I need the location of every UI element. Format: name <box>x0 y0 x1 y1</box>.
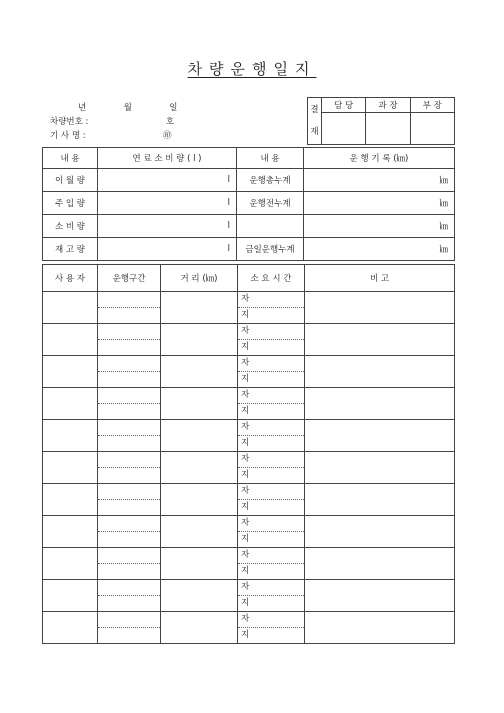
duration-cell[interactable] <box>238 612 305 644</box>
log-row <box>43 516 455 548</box>
distance-cell[interactable] <box>161 580 238 612</box>
head-content-2: 내 용 <box>237 148 304 169</box>
head-user: 사 용 자 <box>43 265 98 292</box>
row-label-2: 운행총누계 <box>237 169 304 192</box>
user-cell[interactable] <box>43 612 98 644</box>
log-row <box>43 356 455 388</box>
approval-col-director: 부 장 <box>410 98 454 113</box>
remarks-cell[interactable] <box>305 612 455 644</box>
remarks-cell[interactable] <box>305 452 455 484</box>
route-cell[interactable] <box>98 452 161 484</box>
user-cell[interactable] <box>43 548 98 580</box>
to-label: 지 <box>241 598 250 608</box>
row-label: 재 고 량 <box>43 238 98 261</box>
from-label: 자 <box>238 356 304 372</box>
distance-cell[interactable] <box>161 516 238 548</box>
head-distance: 거 리 (㎞) <box>161 265 238 292</box>
from-label: 자 <box>238 580 304 596</box>
driver-line <box>50 129 172 141</box>
log-table <box>42 264 455 644</box>
approval-col-manager: 과 장 <box>366 98 410 113</box>
log-row <box>43 420 455 452</box>
duration-cell[interactable] <box>238 548 305 580</box>
remarks-cell[interactable] <box>305 548 455 580</box>
route-cell[interactable] <box>98 324 161 356</box>
from-label: 자 <box>238 484 304 500</box>
row-label-2: 운행전누계 <box>237 192 304 215</box>
log-row <box>43 388 455 420</box>
user-cell[interactable] <box>43 420 98 452</box>
user-cell[interactable] <box>43 516 98 548</box>
route-cell[interactable] <box>98 612 161 644</box>
to-label: 지 <box>241 406 250 416</box>
route-cell[interactable] <box>98 580 161 612</box>
remarks-cell[interactable] <box>305 292 455 324</box>
record-cell[interactable]: ㎞ <box>304 215 455 238</box>
distance-cell[interactable] <box>161 452 238 484</box>
document-title: 차량운행일지 <box>187 60 317 78</box>
duration-cell[interactable] <box>238 388 305 420</box>
log-row <box>43 612 455 644</box>
record-cell[interactable]: ㎞ <box>304 192 455 215</box>
remarks-cell[interactable] <box>305 420 455 452</box>
remarks-cell[interactable] <box>305 516 455 548</box>
vehicle-line <box>50 115 174 127</box>
to-label: 지 <box>241 310 250 320</box>
head-remarks: 비 고 <box>305 265 455 292</box>
distance-cell[interactable] <box>161 356 238 388</box>
fuel-cell[interactable]: l <box>98 169 237 192</box>
duration-cell[interactable] <box>238 452 305 484</box>
duration-cell[interactable] <box>238 516 305 548</box>
user-cell[interactable] <box>43 580 98 612</box>
user-cell[interactable] <box>43 484 98 516</box>
to-label: 지 <box>241 438 250 448</box>
distance-cell[interactable] <box>161 484 238 516</box>
route-cell[interactable] <box>98 388 161 420</box>
user-cell[interactable] <box>43 292 98 324</box>
duration-cell[interactable] <box>238 292 305 324</box>
fuel-cell[interactable]: l <box>98 215 237 238</box>
route-cell[interactable] <box>98 356 161 388</box>
route-cell[interactable] <box>98 484 161 516</box>
to-label: 지 <box>241 342 250 352</box>
row-label-2 <box>237 215 304 238</box>
approval-sign-manager[interactable] <box>366 113 410 145</box>
distance-cell[interactable] <box>161 420 238 452</box>
to-label: 지 <box>241 502 250 512</box>
to-label: 지 <box>241 374 250 384</box>
summary-table <box>42 147 455 261</box>
from-label: 자 <box>238 612 304 628</box>
log-row <box>43 324 455 356</box>
head-fuel: 연 료 소 비 량 ( l ) <box>98 148 237 169</box>
route-cell[interactable] <box>98 292 161 324</box>
log-row <box>43 484 455 516</box>
from-label: 자 <box>238 292 304 308</box>
duration-cell[interactable] <box>238 484 305 516</box>
year-label: 년 <box>78 103 87 113</box>
record-cell[interactable]: ㎞ <box>304 169 455 192</box>
from-label: 자 <box>238 452 304 468</box>
approval-col-staff: 담 당 <box>322 98 366 113</box>
remarks-cell[interactable] <box>305 356 455 388</box>
distance-cell[interactable] <box>161 324 238 356</box>
approval-sign-director[interactable] <box>410 113 454 145</box>
seal-mark: ㊞ <box>163 131 172 141</box>
approval-side-label: 결 재 <box>308 98 322 145</box>
head-route: 운행구간 <box>98 265 161 292</box>
to-label: 지 <box>241 630 250 640</box>
distance-cell[interactable] <box>161 548 238 580</box>
from-label: 자 <box>238 548 304 564</box>
vehicle-suffix: 호 <box>165 117 175 127</box>
driver-name-label: 기 사 명 : <box>50 131 86 141</box>
duration-cell[interactable] <box>238 580 305 612</box>
remarks-cell[interactable] <box>305 484 455 516</box>
distance-cell[interactable] <box>161 612 238 644</box>
row-label: 소 비 량 <box>43 215 98 238</box>
to-label: 지 <box>241 534 250 544</box>
duration-cell[interactable] <box>238 420 305 452</box>
row-label: 주 입 량 <box>43 192 98 215</box>
user-cell[interactable] <box>43 452 98 484</box>
user-cell[interactable] <box>43 388 98 420</box>
route-cell[interactable] <box>98 516 161 548</box>
remarks-cell[interactable] <box>305 388 455 420</box>
log-row <box>43 452 455 484</box>
row-label-2: 금일운행누계 <box>237 238 304 261</box>
user-cell[interactable] <box>43 324 98 356</box>
from-label: 자 <box>238 420 304 436</box>
to-label: 지 <box>241 566 250 576</box>
month-label: 월 <box>123 103 132 113</box>
log-row <box>43 580 455 612</box>
from-label: 자 <box>238 388 304 404</box>
duration-cell[interactable] <box>238 324 305 356</box>
approval-sign-staff[interactable] <box>322 113 366 145</box>
fuel-cell[interactable]: l <box>98 192 237 215</box>
remarks-cell[interactable] <box>305 580 455 612</box>
day-label: 일 <box>169 103 178 113</box>
record-cell[interactable]: ㎞ <box>304 238 455 261</box>
remarks-cell[interactable] <box>305 324 455 356</box>
row-label: 이 월 량 <box>43 169 98 192</box>
route-cell[interactable] <box>98 420 161 452</box>
log-row <box>43 548 455 580</box>
head-duration: 소 요 시 간 <box>238 265 305 292</box>
from-label: 자 <box>238 516 304 532</box>
fuel-cell[interactable]: l <box>98 238 237 261</box>
to-label: 지 <box>241 470 250 480</box>
date-line <box>78 101 177 113</box>
duration-cell[interactable] <box>238 356 305 388</box>
head-record: 운 행 기 록 (㎞) <box>304 148 455 169</box>
vehicle-number-label: 차량번호 : <box>50 117 89 127</box>
log-row <box>43 292 455 324</box>
distance-cell[interactable] <box>161 388 238 420</box>
head-content: 내 용 <box>43 148 98 169</box>
from-label: 자 <box>238 324 304 340</box>
user-cell[interactable] <box>43 356 98 388</box>
distance-cell[interactable] <box>161 292 238 324</box>
route-cell[interactable] <box>98 548 161 580</box>
approval-box <box>307 97 455 145</box>
